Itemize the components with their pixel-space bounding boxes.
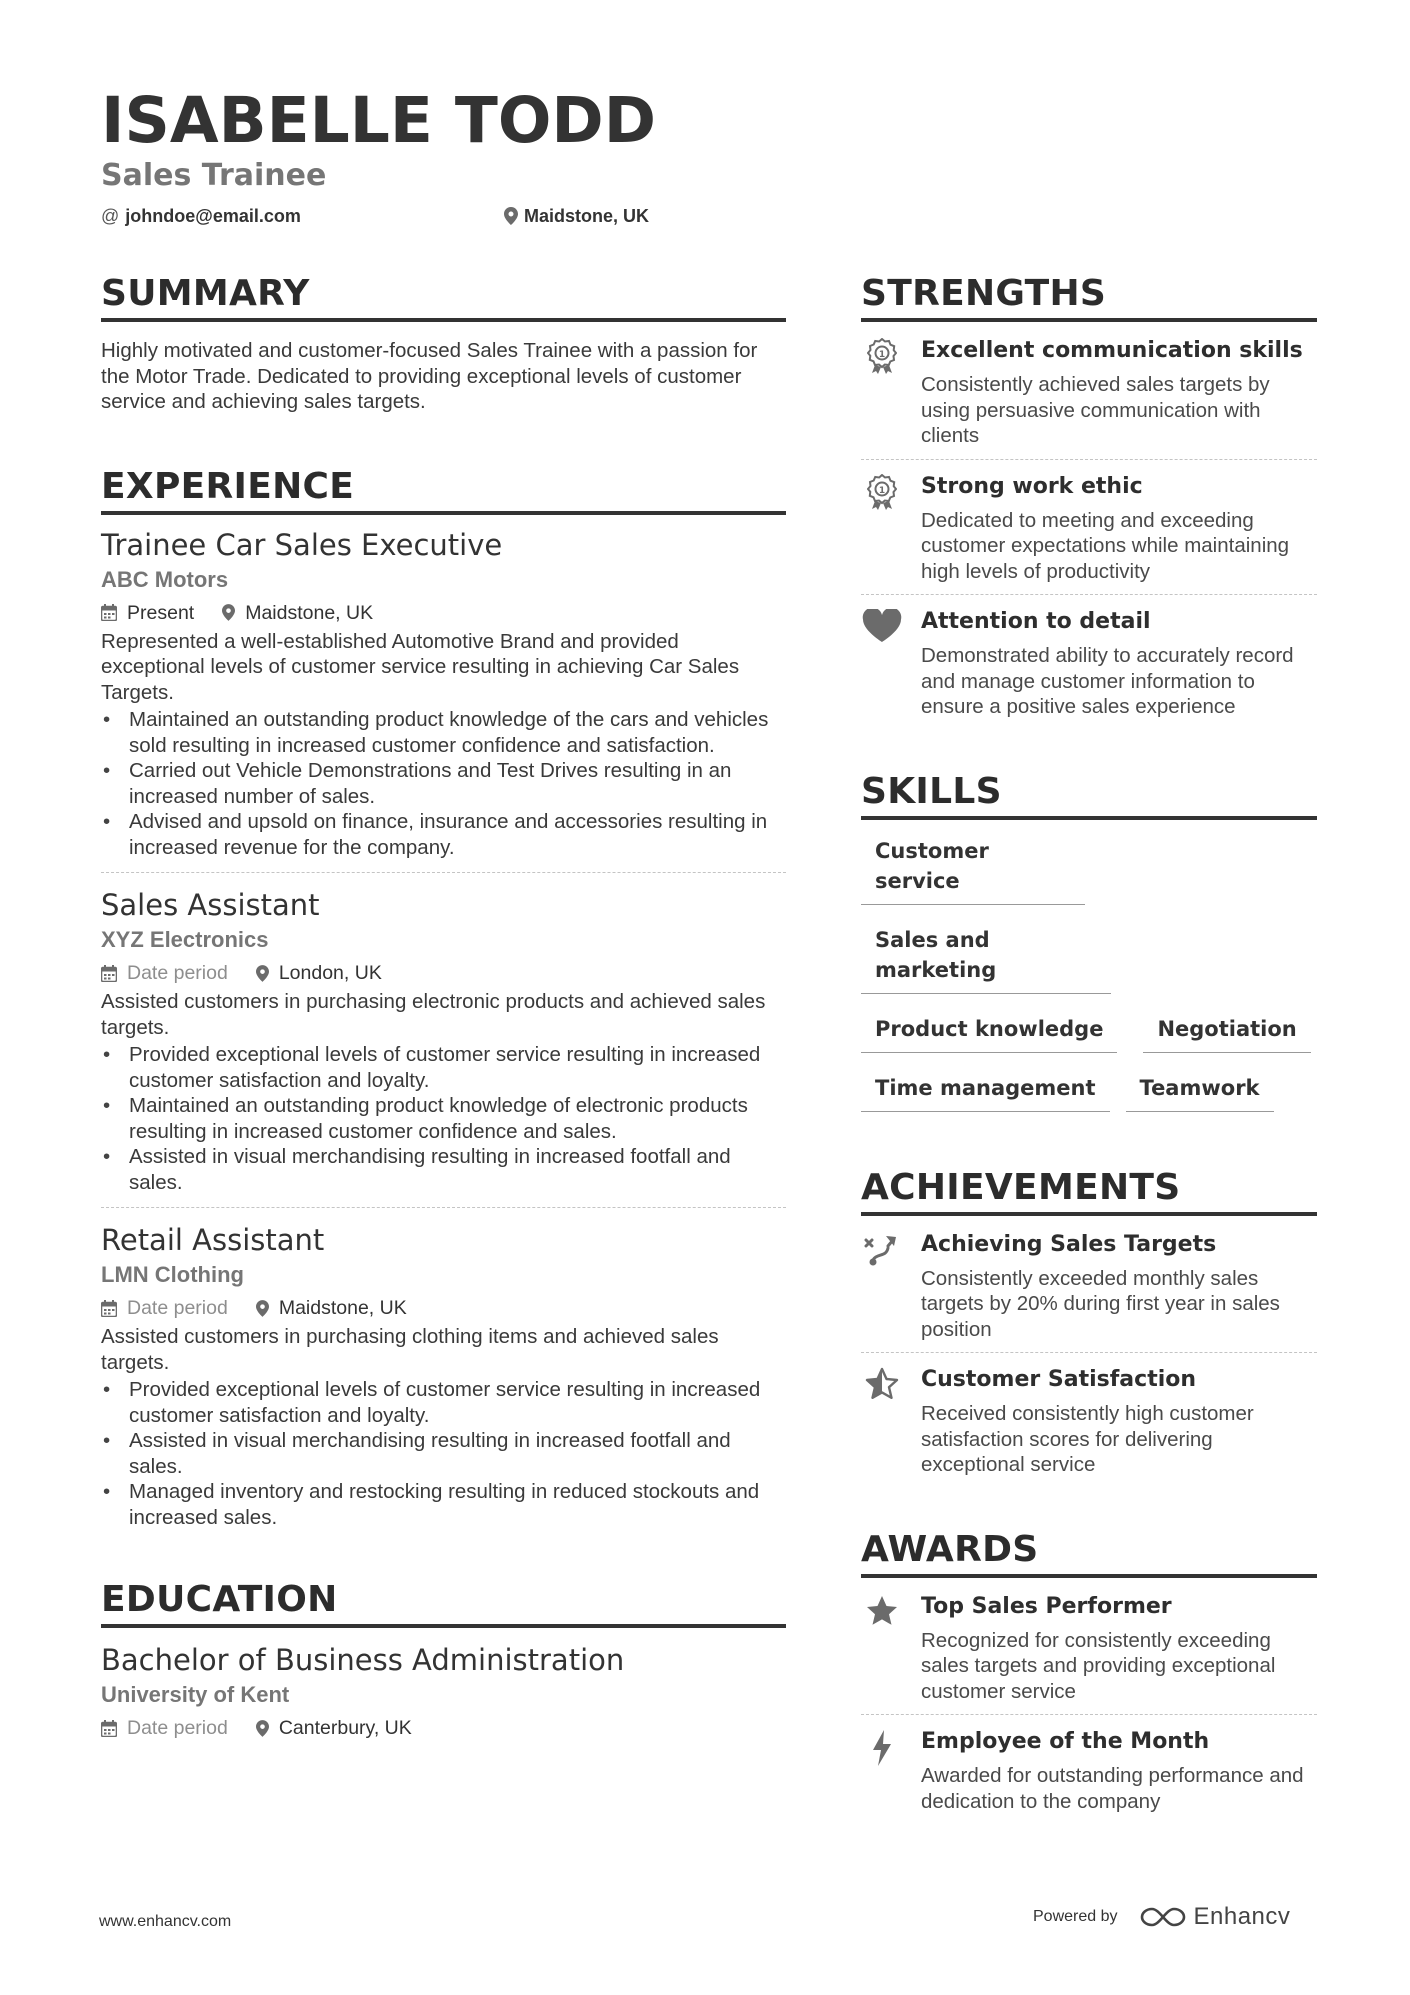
strength-item <box>861 594 1317 730</box>
strengths-list <box>861 324 1317 730</box>
skill-tag: Negotiation <box>1143 1014 1310 1053</box>
job-entry <box>101 872 786 1207</box>
school-name: University of Kent <box>101 1682 290 1707</box>
award-ribbon-icon <box>867 338 897 374</box>
powered-by-label: Powered by <box>1033 1908 1118 1925</box>
footer-website-link[interactable]: www.enhancv.com <box>99 1913 232 1930</box>
achievement-desc: Received consistently high customer satisfaction scores for delivering exceptional service <box>921 1402 1254 1476</box>
skill-tag: Product knowledge <box>861 1014 1117 1053</box>
job-location <box>256 1294 407 1322</box>
job-description: Represented a well-established Automotive Brand and provided exceptional levels of customer service resulting in achieving Car Sales Targets. <box>101 629 740 704</box>
company-name: ABC Motors <box>101 566 229 592</box>
achievement-desc: Consistently exceeded monthly sales targets by 20% during first year in sales position <box>921 1266 1280 1341</box>
strength-desc: Consistently achieved sales targets by using persuasive communication with clients <box>921 373 1270 447</box>
svg-text:1: 1 <box>878 485 886 496</box>
strength-title: Attention to detail <box>921 609 1151 634</box>
award-ribbon-icon <box>867 474 897 510</box>
list-item: • Provided exceptional levels of customer service resulting in increased customer satisfaction and loyalty. <box>101 1042 786 1093</box>
education-entry <box>101 1642 786 1742</box>
strength-item <box>861 324 1317 459</box>
achievements-heading: ACHIEVEMENTS <box>861 1164 1317 1216</box>
calendar-icon <box>101 604 117 621</box>
job-entry <box>101 1207 786 1542</box>
company-name: LMN Clothing <box>101 1262 244 1287</box>
job-location <box>256 959 382 987</box>
education-location-text: Canterbury, UK <box>278 1717 412 1739</box>
location-pin-icon <box>256 965 269 982</box>
job-date-text: Date period <box>127 1297 228 1319</box>
education-date-text: Date period <box>127 1717 228 1739</box>
award-title: Employee of the Month <box>921 1729 1210 1754</box>
skill-tag: Teamwork <box>1126 1073 1274 1112</box>
job-meta <box>101 959 786 987</box>
calendar-icon <box>101 1300 117 1317</box>
at-icon: @ <box>101 206 120 226</box>
location-text: Maidstone, UK <box>524 206 650 226</box>
location-pin-icon <box>504 207 518 225</box>
job-date <box>101 959 228 987</box>
location-pin-icon <box>256 1720 269 1737</box>
left-column <box>101 270 786 1742</box>
job-meta <box>101 1294 786 1322</box>
summary-heading: SUMMARY <box>101 270 786 322</box>
award-item <box>861 1714 1317 1824</box>
job-description: Assisted customers in purchasing clothing items and achieved sales targets. <box>101 1325 719 1374</box>
heart-icon <box>862 609 902 643</box>
job-bullets <box>101 1377 786 1530</box>
half-star-icon <box>864 1367 900 1401</box>
skill-tag: Time management <box>861 1073 1110 1112</box>
list-item: • Carried out Vehicle Demonstrations and Test Drives resulting in an increased number of sales. <box>101 758 786 809</box>
job-date <box>101 599 194 627</box>
summary-text: Highly motivated and customer-focused Sales Trainee with a passion for the Motor Trade. Dedicated to providing exceptional levels of customer service and achieving sales targets. <box>101 339 758 413</box>
calendar-icon <box>101 965 117 982</box>
skills-list <box>861 836 1317 1112</box>
awards-list <box>861 1580 1317 1825</box>
contact-location <box>504 204 649 228</box>
skills-heading: SKILLS <box>861 768 1317 820</box>
achievement-item <box>861 1218 1317 1353</box>
award-title: Top Sales Performer <box>921 1593 1172 1619</box>
list-item: • Assisted in visual merchandising resulting in increased footfall and sales. <box>101 1428 786 1479</box>
contact-email[interactable] <box>101 204 301 228</box>
list-item: • Maintained an outstanding product knowledge of electronic products resulting in increased customer confidence and sales. <box>101 1093 786 1144</box>
experience-list <box>101 527 786 1543</box>
strength-desc: Demonstrated ability to accurately record and manage customer information to ensure a positive sales experience <box>921 644 1294 718</box>
strength-title: Excellent communication skills <box>921 338 1303 363</box>
enhancv-logo <box>1140 1903 1291 1931</box>
strength-desc: Dedicated to meeting and exceeding customer expectations while maintaining high levels of productivity <box>921 508 1290 583</box>
achievement-item <box>861 1352 1317 1488</box>
star-icon <box>864 1594 900 1628</box>
location-pin-icon <box>222 604 235 621</box>
experience-heading: EXPERIENCE <box>101 463 786 515</box>
brand-name: Enhancv <box>1193 1903 1291 1930</box>
location-pin-icon <box>256 1300 269 1317</box>
list-item: • Provided exceptional levels of customer service resulting in increased customer satisfaction and loyalty. <box>101 1377 786 1428</box>
job-date-text: Present <box>127 601 195 624</box>
education-heading: EDUCATION <box>101 1576 786 1628</box>
job-title: Sales Assistant <box>101 888 320 922</box>
achievement-title: Achieving Sales Targets <box>921 1231 1217 1257</box>
skill-tag: Customer service <box>861 836 1085 905</box>
list-item: • Maintained an outstanding product knowledge of the cars and vehicles sold resulting in increased customer confidence and satisfaction. <box>101 707 786 758</box>
candidate-name: ISABELLE TODD <box>101 84 657 157</box>
strength-title: Strong work ethic <box>921 473 1143 499</box>
calendar-icon <box>101 1720 117 1737</box>
job-location-text: Maidstone, UK <box>278 1297 407 1319</box>
job-title: Trainee Car Sales Executive <box>101 527 503 562</box>
degree-title: Bachelor of Business Administration <box>101 1643 625 1677</box>
achievement-title: Customer Satisfaction <box>921 1367 1197 1392</box>
job-title: Retail Assistant <box>101 1223 325 1257</box>
skill-tag: Sales and marketing <box>861 925 1111 994</box>
job-date-text: Date period <box>127 962 228 984</box>
job-bullets <box>101 707 786 860</box>
job-location-text: London, UK <box>278 962 382 984</box>
strength-item <box>861 459 1317 595</box>
target-path-icon <box>864 1232 900 1266</box>
awards-heading: AWARDS <box>861 1526 1317 1578</box>
svg-text:1: 1 <box>878 350 886 360</box>
strengths-heading: STRENGTHS <box>861 270 1317 322</box>
enhancv-logo-icon <box>1140 1905 1186 1929</box>
list-item: • Managed inventory and restocking resulting in reduced stockouts and increased sales. <box>101 1479 786 1530</box>
job-bullets <box>101 1042 786 1195</box>
job-description: Assisted customers in purchasing electronic products and achieved sales targets. <box>101 990 766 1039</box>
lightning-icon <box>869 1729 895 1767</box>
job-meta <box>101 599 786 627</box>
award-item <box>861 1580 1317 1715</box>
list-item: • Advised and upsold on finance, insurance and accessories resulting in increased revenue for the company. <box>101 809 786 860</box>
list-item: • Assisted in visual merchandising resulting in increased footfall and sales. <box>101 1144 786 1195</box>
award-desc: Recognized for consistently exceeding sales targets and providing exceptional customer service <box>921 1628 1276 1703</box>
email-text: johndoe@email.com <box>125 206 301 226</box>
company-name: XYZ Electronics <box>101 927 269 952</box>
job-location-text: Maidstone, UK <box>245 601 374 624</box>
job-entry <box>101 527 786 873</box>
achievements-list <box>861 1218 1317 1488</box>
right-column <box>861 270 1317 1824</box>
job-location <box>222 599 373 627</box>
candidate-title: Sales Trainee <box>101 158 327 193</box>
education-location <box>256 1714 412 1742</box>
award-desc: Awarded for outstanding performance and dedication to the company <box>921 1764 1304 1813</box>
footer-branding[interactable] <box>1033 1903 1290 1931</box>
education-date <box>101 1714 228 1742</box>
education-meta <box>101 1714 786 1742</box>
job-date <box>101 1294 228 1322</box>
